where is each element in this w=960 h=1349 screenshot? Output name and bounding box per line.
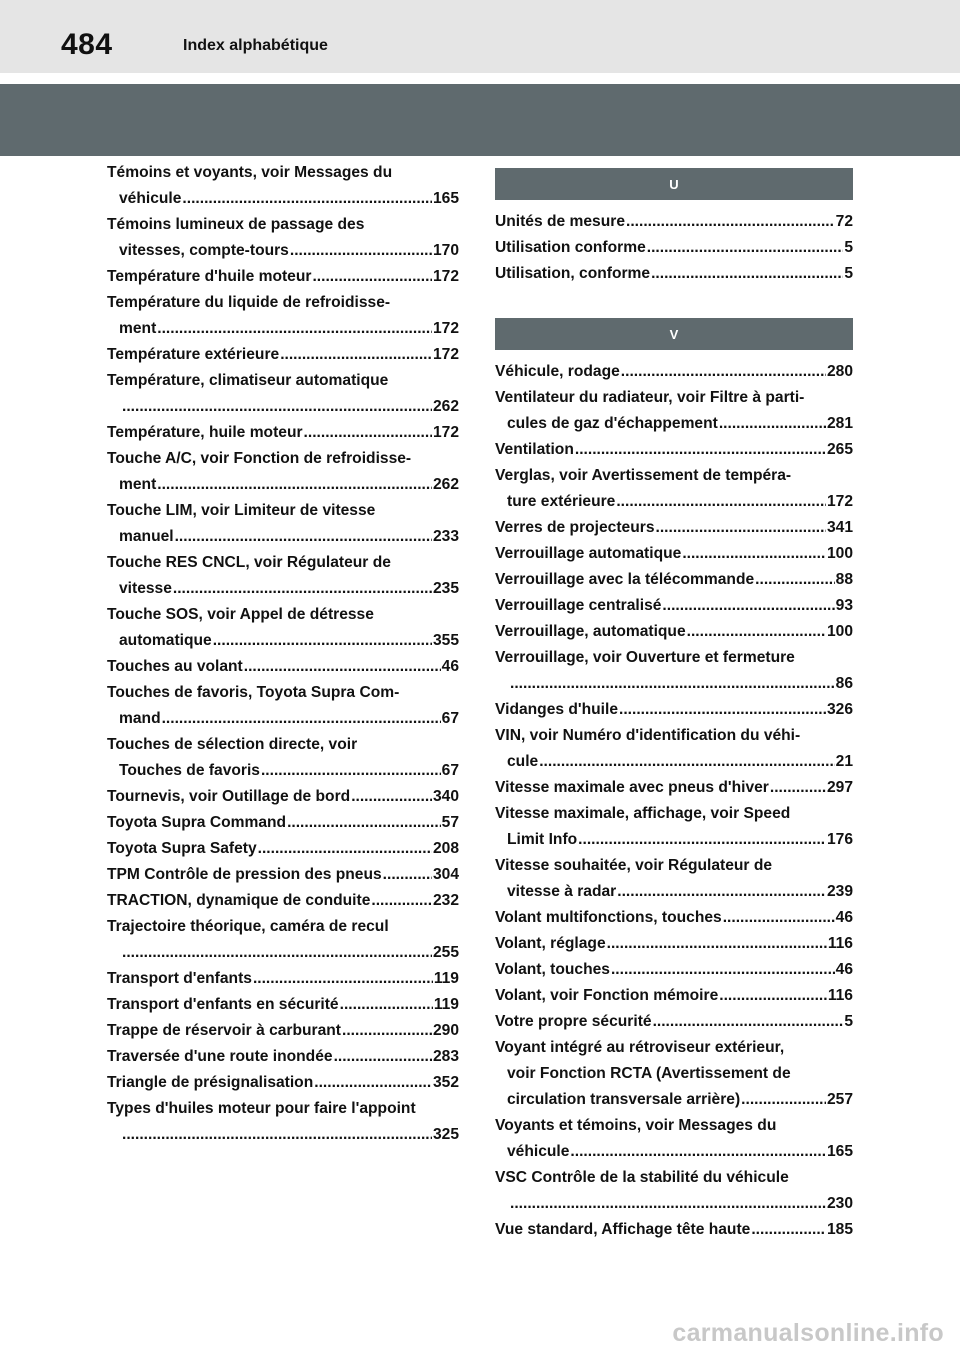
index-entry	[495, 1165, 853, 1217]
entry-term-continuation: ture extérieure	[507, 493, 616, 510]
index-entry	[495, 723, 853, 775]
entry-term: Ventilation	[495, 441, 574, 458]
index-entry	[107, 888, 459, 914]
entry-page-number: 100	[826, 545, 853, 562]
dot-leader	[616, 489, 826, 515]
page-header	[0, 0, 960, 73]
dot-leader	[304, 420, 432, 446]
index-entry	[107, 810, 459, 836]
entry-term: Température du liquide de refroidisse-	[107, 294, 391, 311]
entry-term: Température d'huile moteur	[107, 268, 312, 285]
dot-leader	[719, 411, 826, 437]
entry-term-continuation: Touches de favoris	[119, 762, 260, 779]
index-entry	[107, 654, 459, 680]
entry-term: Vitesse souhaitée, voir Régulateur de	[495, 857, 773, 874]
index-entry	[107, 862, 459, 888]
entry-term-continuation: vitesse	[119, 580, 172, 597]
entry-term-continuation: ment	[119, 320, 157, 337]
entry-term-continuation: ment	[119, 476, 157, 493]
dot-leader	[162, 706, 441, 732]
entry-page-number: 255	[432, 944, 459, 961]
dot-leader	[607, 931, 827, 957]
dot-leader	[287, 810, 441, 836]
entry-term-continuation: voir Fonction RCTA (Avertissement de	[507, 1065, 791, 1082]
index-entry	[107, 1096, 459, 1148]
entry-page-number: 86	[835, 675, 853, 692]
entry-page-number: 46	[835, 961, 853, 978]
entry-page-number: 230	[826, 1195, 853, 1212]
dot-leader	[741, 1087, 826, 1113]
entry-term: Verrouillage, automatique	[495, 623, 686, 640]
index-entry	[495, 593, 853, 619]
watermark: carmanualsonline.info	[672, 1319, 944, 1347]
dot-leader	[611, 957, 835, 983]
entry-term: Touches au volant	[107, 658, 243, 675]
entry-term: Température, climatiseur automatique	[107, 372, 389, 389]
entry-page-number: 5	[844, 239, 853, 256]
dot-leader	[770, 775, 826, 801]
entry-page-number: 119	[433, 970, 459, 987]
dot-leader	[342, 1018, 432, 1044]
index-entry	[495, 1035, 853, 1113]
entry-term: Types d'huiles moteur pour faire l'appoint	[107, 1100, 416, 1117]
section-letter-bar: V	[495, 318, 853, 350]
entry-term: Trajectoire théorique, caméra de recul	[107, 918, 389, 935]
entry-term: TPM Contrôle de pression des pneus	[107, 866, 382, 883]
entry-page-number: 283	[432, 1048, 459, 1065]
dot-leader	[334, 1044, 432, 1070]
dot-leader	[122, 940, 432, 966]
entry-term: Voyant intégré au rétroviseur extérieur,	[495, 1039, 785, 1056]
dot-leader	[173, 576, 432, 602]
entry-page-number: 262	[432, 476, 459, 493]
entry-page-number: 262	[432, 398, 459, 415]
dot-leader	[570, 1139, 826, 1165]
entry-page-number: 67	[441, 710, 459, 727]
entry-term: Trappe de réservoir à carburant	[107, 1022, 342, 1039]
entry-page-number: 239	[826, 883, 853, 900]
index-entry	[107, 550, 459, 602]
entry-term: Véhicule, rodage	[495, 363, 620, 380]
entry-page-number: 233	[432, 528, 459, 545]
dot-leader	[662, 593, 834, 619]
entry-page-number: 165	[826, 1143, 853, 1160]
index-entry	[107, 602, 459, 654]
dot-leader	[575, 437, 826, 463]
entry-term: Verrouillage centralisé	[495, 597, 662, 614]
dot-leader	[314, 1070, 432, 1096]
index-entry	[495, 567, 853, 593]
entry-term: Température, huile moteur	[107, 424, 303, 441]
index-entry	[107, 212, 459, 264]
index-entry	[107, 992, 459, 1018]
entry-page-number: 290	[432, 1022, 459, 1039]
entry-term-continuation: cules de gaz d'échappement	[507, 415, 718, 432]
entry-term: Voyants et témoins, voir Messages du	[495, 1117, 777, 1134]
entry-term-continuation: circulation transversale arrière)	[507, 1091, 741, 1108]
entry-page-number: 257	[826, 1091, 853, 1108]
entry-term: Verres de projecteurs	[495, 519, 655, 536]
index-entry	[495, 437, 853, 463]
entry-term: Touche LIM, voir Limiteur de vitesse	[107, 502, 376, 519]
entry-page-number: 170	[432, 242, 459, 259]
entry-page-number: 340	[432, 788, 459, 805]
entry-page-number: 67	[441, 762, 459, 779]
dot-leader	[626, 209, 835, 235]
index-entry	[495, 645, 853, 697]
entry-page-number: 341	[826, 519, 853, 536]
entry-term: Verrouillage avec la télécommande	[495, 571, 755, 588]
entry-page-number: 172	[432, 346, 459, 363]
entry-page-number: 93	[835, 597, 853, 614]
entry-term: Vitesse maximale, affichage, voir Speed	[495, 805, 791, 822]
dot-leader	[755, 567, 834, 593]
index-entry	[495, 957, 853, 983]
index-entry	[107, 498, 459, 550]
dot-leader	[621, 359, 826, 385]
dot-leader	[371, 888, 432, 914]
index-entry	[107, 966, 459, 992]
dot-leader	[122, 394, 432, 420]
dot-leader	[157, 472, 432, 498]
entry-page-number: 281	[826, 415, 853, 432]
entry-term: Vitesse maximale avec pneus d'hiver	[495, 779, 769, 796]
entry-term: Touches de sélection directe, voir	[107, 736, 358, 753]
entry-page-number: 57	[441, 814, 459, 831]
index-entry	[107, 680, 459, 732]
dot-leader	[157, 316, 432, 342]
index-entry	[107, 732, 459, 784]
entry-term: Touche A/C, voir Fonction de refroidisse-	[107, 450, 412, 467]
entry-term: Transport d'enfants	[107, 970, 252, 987]
index-entry	[495, 853, 853, 905]
entry-term: Touche SOS, voir Appel de détresse	[107, 606, 374, 623]
dot-leader	[578, 827, 826, 853]
dot-leader	[687, 619, 826, 645]
dot-leader	[312, 264, 432, 290]
dot-leader	[261, 758, 441, 784]
index-entry	[107, 446, 459, 498]
entry-page-number: 46	[835, 909, 853, 926]
dot-leader	[617, 879, 826, 905]
entry-term-continuation: Limit Info	[507, 831, 578, 848]
entry-term: Triangle de présignalisation	[107, 1074, 314, 1091]
entry-page-number: 72	[835, 213, 853, 230]
entry-page-number: 46	[441, 658, 459, 675]
entry-term: Tournevis, voir Outillage de bord	[107, 788, 351, 805]
entry-page-number: 5	[844, 265, 853, 282]
index-entry	[495, 209, 853, 235]
entry-page-number: 100	[826, 623, 853, 640]
index-entry	[495, 541, 853, 567]
entry-page-number: 297	[826, 779, 853, 796]
section-letter-bar: U	[495, 168, 853, 200]
index-entry	[495, 359, 853, 385]
entry-page-number: 116	[827, 987, 853, 1004]
index-entry	[495, 983, 853, 1009]
entry-page-number: 352	[432, 1074, 459, 1091]
entry-term: Volant, voir Fonction mémoire	[495, 987, 719, 1004]
entry-page-number: 232	[432, 892, 459, 909]
entry-term: Vidanges d'huile	[495, 701, 618, 718]
entry-page-number: 325	[432, 1126, 459, 1143]
entry-term-continuation: mand	[119, 710, 161, 727]
entry-term: Verglas, voir Avertissement de tempéra-	[495, 467, 792, 484]
index-entry	[495, 463, 853, 515]
index-entry	[495, 1217, 853, 1243]
entry-page-number: 208	[432, 840, 459, 857]
entry-page-number: 235	[432, 580, 459, 597]
dot-leader	[651, 261, 843, 287]
entry-term: Transport d'enfants en sécurité	[107, 996, 339, 1013]
entry-term-continuation: cule	[507, 753, 539, 770]
entry-page-number: 185	[826, 1221, 853, 1238]
entry-term: TRACTION, dynamique de conduite	[107, 892, 371, 909]
entry-page-number: 5	[844, 1013, 853, 1030]
entry-term: VSC Contrôle de la stabilité du véhicule	[495, 1169, 789, 1186]
index-entry	[107, 1044, 459, 1070]
entry-page-number: 326	[826, 701, 853, 718]
entry-page-number: 355	[432, 632, 459, 649]
entry-page-number: 265	[826, 441, 853, 458]
entry-page-number: 21	[835, 753, 853, 770]
index-entry	[107, 342, 459, 368]
dot-leader	[653, 1009, 844, 1035]
entry-term: Traversée d'une route inondée	[107, 1048, 333, 1065]
dot-leader	[656, 515, 826, 541]
entry-page-number: 176	[826, 831, 853, 848]
dot-leader	[510, 671, 835, 697]
entry-term-continuation: vitesse à radar	[507, 883, 617, 900]
entry-term: Toyota Supra Command	[107, 814, 287, 831]
dot-leader	[510, 1191, 826, 1217]
index-entry	[107, 1070, 459, 1096]
index-entry	[495, 905, 853, 931]
dot-leader	[244, 654, 441, 680]
index-entry	[495, 385, 853, 437]
dot-leader	[182, 186, 432, 212]
entry-page-number: 172	[432, 268, 459, 285]
entry-term-continuation: automatique	[119, 632, 212, 649]
entry-page-number: 116	[827, 935, 853, 952]
entry-term: Touches de favoris, Toyota Supra Com-	[107, 684, 400, 701]
index-entry	[495, 1009, 853, 1035]
entry-term: Votre propre sécurité	[495, 1013, 652, 1030]
index-entry	[495, 261, 853, 287]
entry-term: Volant multifonctions, touches	[495, 909, 722, 926]
entry-term: Volant, touches	[495, 961, 610, 978]
entry-term: Toyota Supra Safety	[107, 840, 257, 857]
index-entry	[495, 801, 853, 853]
page-number: 484	[61, 28, 113, 61]
dot-leader	[619, 697, 826, 723]
index-entry	[495, 775, 853, 801]
entry-term-continuation: véhicule	[119, 190, 182, 207]
entry-term-continuation: vitesses, compte-tours	[119, 242, 289, 259]
dot-leader	[213, 628, 432, 654]
dot-leader	[175, 524, 432, 550]
entry-term: Utilisation conforme	[495, 239, 646, 256]
index-entry	[107, 290, 459, 342]
entry-term: Température extérieure	[107, 346, 280, 363]
header-band	[0, 84, 960, 156]
entry-page-number: 280	[826, 363, 853, 380]
entry-term: Touche RES CNCL, voir Régulateur de	[107, 554, 391, 571]
entry-term: Témoins et voyants, voir Messages du	[107, 164, 393, 181]
dot-leader	[682, 541, 826, 567]
entry-term: Témoins lumineux de passage des	[107, 216, 365, 233]
index-entry	[107, 914, 459, 966]
section-title: Index alphabétique	[183, 37, 328, 54]
dot-leader	[340, 992, 433, 1018]
index-entry	[107, 160, 459, 212]
entry-term: Verrouillage, voir Ouverture et fermeture	[495, 649, 795, 666]
dot-leader	[351, 784, 432, 810]
dot-leader	[122, 1122, 432, 1148]
entry-term: Utilisation, conforme	[495, 265, 651, 282]
entry-term: Unités de mesure	[495, 213, 625, 230]
entry-page-number: 119	[433, 996, 459, 1013]
entry-term: Vue standard, Affichage tête haute	[495, 1221, 751, 1238]
entry-term-continuation: manuel	[119, 528, 174, 545]
entry-term: Volant, réglage	[495, 935, 606, 952]
index-entry	[495, 697, 853, 723]
dot-leader	[647, 235, 844, 261]
index-entry	[107, 264, 459, 290]
dot-leader	[290, 238, 432, 264]
index-entry	[107, 420, 459, 446]
entry-page-number: 172	[432, 320, 459, 337]
entry-term: Verrouillage automatique	[495, 545, 682, 562]
entry-page-number: 88	[835, 571, 853, 588]
dot-leader	[383, 862, 432, 888]
index-entry	[495, 235, 853, 261]
index-entry	[495, 1113, 853, 1165]
dot-leader	[723, 905, 835, 931]
dot-leader	[719, 983, 827, 1009]
index-entry	[107, 368, 459, 420]
dot-leader	[539, 749, 834, 775]
index-entry	[107, 1018, 459, 1044]
dot-leader	[253, 966, 433, 992]
dot-leader	[280, 342, 432, 368]
index-entry	[107, 836, 459, 862]
entry-term: VIN, voir Numéro d'identification du véhi-	[495, 727, 801, 744]
index-entry	[107, 784, 459, 810]
entry-term-continuation: véhicule	[507, 1143, 570, 1160]
dot-leader	[751, 1217, 826, 1243]
dot-leader	[258, 836, 432, 862]
entry-page-number: 172	[826, 493, 853, 510]
index-entry	[495, 619, 853, 645]
entry-page-number: 172	[432, 424, 459, 441]
entry-page-number: 304	[432, 866, 459, 883]
entry-term: Ventilateur du radiateur, voir Filtre à parti-	[495, 389, 805, 406]
index-entry	[495, 931, 853, 957]
entry-page-number: 165	[432, 190, 459, 207]
index-entry	[495, 515, 853, 541]
